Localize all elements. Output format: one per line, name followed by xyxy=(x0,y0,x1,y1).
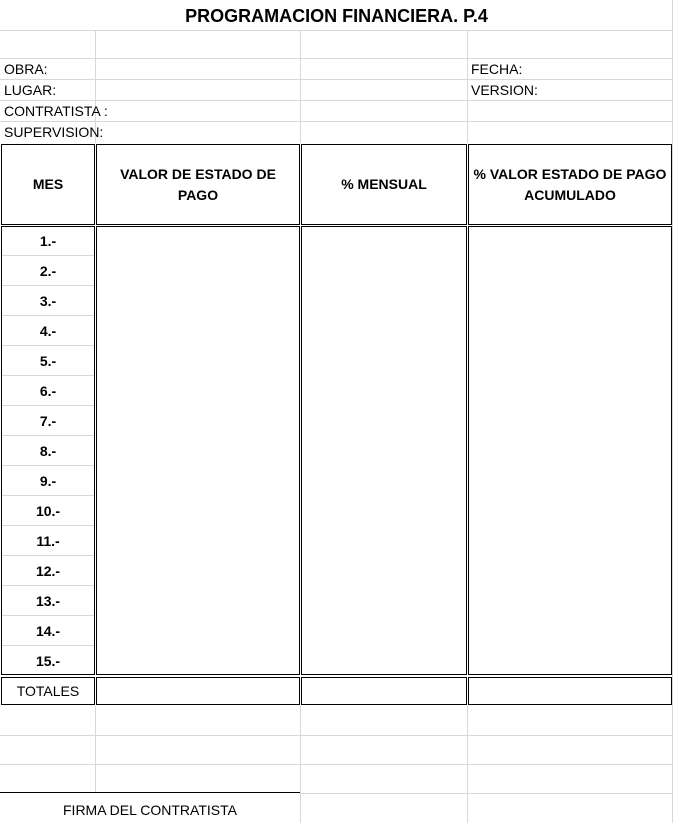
column-header-mes: MES xyxy=(32,176,64,192)
obra-label: OBRA: xyxy=(4,61,48,77)
page-title: PROGRAMACION FINANCIERA. P.4 xyxy=(185,6,488,26)
month-row-label: 15.- xyxy=(35,653,61,669)
column-header-porcentaje-mensual: % MENSUAL xyxy=(341,176,427,192)
month-row-label: 12.- xyxy=(35,563,61,579)
gridline xyxy=(300,793,673,794)
gridline xyxy=(0,764,673,765)
gridline xyxy=(300,30,301,143)
gridline xyxy=(0,58,673,59)
version-label: VERSION: xyxy=(471,82,538,98)
month-row-label: 14.- xyxy=(35,623,61,639)
month-row-label: 1.- xyxy=(39,233,57,249)
month-row-label: 3.- xyxy=(39,293,57,309)
totals-label: TOTALES xyxy=(16,683,80,699)
gridline xyxy=(0,735,673,736)
signature-line xyxy=(0,792,300,793)
acumulado-column-body xyxy=(468,226,672,675)
contratista-label: CONTRATISTA : xyxy=(4,103,108,119)
month-row-label: 8.- xyxy=(39,443,57,459)
valor-column-body xyxy=(96,226,300,675)
month-row-label: 6.- xyxy=(39,383,57,399)
fecha-label: FECHA: xyxy=(471,61,523,77)
month-row-label: 4.- xyxy=(39,323,57,339)
gridline xyxy=(467,30,468,143)
gridline xyxy=(0,100,673,101)
month-row-label: 9.- xyxy=(39,473,57,489)
column-header-porcentaje-acumulado: % VALOR ESTADO DE PAGO ACUMULADO xyxy=(473,165,667,203)
month-row-label: 5.- xyxy=(39,353,57,369)
month-row-label: 7.- xyxy=(39,413,57,429)
mensual-column-body xyxy=(301,226,467,675)
lugar-label: LUGAR: xyxy=(4,82,57,98)
totals-mensual-cell xyxy=(301,677,467,705)
signature-label: FIRMA DEL CONTRATISTA xyxy=(63,802,237,818)
gridline xyxy=(95,706,96,792)
gridline xyxy=(0,121,673,122)
totals-acumulado-cell xyxy=(468,677,672,705)
totals-valor-cell xyxy=(96,677,300,705)
gridline xyxy=(0,30,673,31)
gridline xyxy=(0,79,673,80)
column-header-valor-estado-pago: VALOR DE ESTADO DE PAGO xyxy=(120,165,276,203)
month-row-label: 2.- xyxy=(39,263,57,279)
supervision-label: SUPERVISION: xyxy=(4,124,104,140)
month-row-label: 11.- xyxy=(36,533,60,549)
month-row-label: 10.- xyxy=(35,503,61,519)
month-row-label: 13.- xyxy=(35,593,61,609)
